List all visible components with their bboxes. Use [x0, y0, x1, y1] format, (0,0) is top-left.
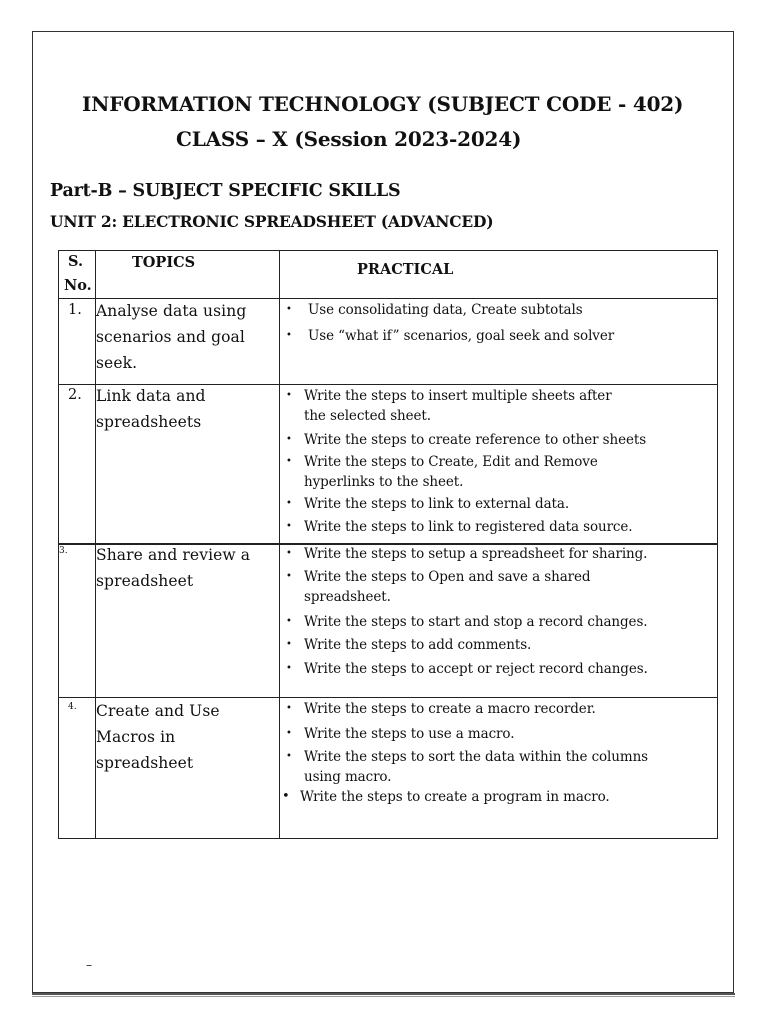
document-subtitle: CLASS – X (Session 2023-2024) [176, 127, 522, 151]
list-item: • Write the steps to create a macro recorder. [286, 701, 596, 717]
header-sno: S. [68, 253, 84, 270]
bullet-icon: • [286, 498, 292, 509]
row-topic [96, 298, 276, 376]
document-title: INFORMATION TECHNOLOGY (SUBJECT CODE - 402) [82, 92, 684, 116]
list-item: • Write the steps to link to registered data source. [286, 519, 633, 535]
practical-list [280, 386, 716, 537]
topic-line: Share and review a [96, 546, 251, 564]
list-item: • Write the steps to add comments. [286, 637, 532, 653]
row-topic [96, 542, 276, 594]
part-heading: Part-B – SUBJECT SPECIFIC SKILLS [50, 181, 401, 201]
topic-line: Analyse data using [96, 302, 247, 320]
list-item: • Write the steps to Open and save a shared spreadsheet. [286, 569, 591, 605]
bullet-icon: • [286, 571, 292, 582]
list-item: • Use consolidating data, Create subtotals [286, 302, 583, 318]
topic-line: Macros in [96, 728, 176, 746]
bullet-icon: • [286, 751, 292, 762]
row-number: 4. [68, 702, 77, 712]
table-border-right [717, 250, 718, 839]
bullet-icon: • [286, 728, 292, 739]
list-item: • Use “what if” scenarios, goal seek and solver [286, 328, 615, 344]
syllabus-table [58, 250, 718, 839]
topic-line: spreadsheets [96, 413, 202, 431]
topic-line: scenarios and goal [96, 328, 245, 346]
topic-line: Create and Use [96, 702, 220, 720]
list-item: • Write the steps to sort the data within the columns using macro. [286, 749, 648, 785]
table-border-bottom [58, 838, 718, 839]
bullet-icon: • [286, 456, 292, 467]
list-item: • Write the steps to start and stop a record changes. [286, 614, 648, 630]
topic-line: seek. [96, 354, 138, 372]
header-practical: PRACTICAL [357, 261, 454, 278]
topic-line: spreadsheet [96, 572, 194, 590]
row-number: 2. [68, 387, 82, 403]
bullet-icon: • [286, 639, 292, 650]
list-item: • Write the steps to insert multiple sheets after the selected sheet. [286, 388, 612, 424]
footer-mark: – [86, 958, 92, 972]
bullet-icon: • [286, 434, 292, 445]
row-topic [96, 383, 276, 435]
practical-list [280, 699, 716, 807]
bullet-icon: • [286, 521, 292, 532]
list-item: • Write the steps to create a program in macro. [282, 789, 610, 805]
bullet-icon: • [286, 330, 292, 341]
bullet-icon: • [286, 616, 292, 627]
list-item: • Write the steps to use a macro. [286, 726, 515, 742]
list-item: • Write the steps to Create, Edit and Remove hyperlinks to the sheet. [286, 454, 598, 490]
list-item: • Write the steps to accept or reject record changes. [286, 661, 648, 677]
list-item: • Write the steps to link to external data. [286, 496, 570, 512]
table-border-top [58, 250, 718, 251]
bottom-rule [32, 993, 735, 995]
list-item: • Write the steps to setup a spreadsheet for sharing. [286, 546, 648, 562]
topic-line: Link data and [96, 387, 206, 405]
row-number: 1. [68, 302, 82, 318]
bullet-icon: • [286, 390, 292, 401]
bullet-icon: • [286, 548, 292, 559]
row-number: 3. [59, 546, 68, 556]
header-sno-line2: No. [64, 277, 92, 294]
bottom-rule-secondary [32, 996, 735, 997]
bullet-icon: • [286, 703, 292, 714]
bullet-icon: • [282, 789, 290, 804]
row-topic [96, 698, 276, 776]
list-item: • Write the steps to create reference to other sheets [286, 432, 647, 448]
practical-list [280, 544, 716, 679]
header-topics: TOPICS [132, 254, 196, 271]
table-border-left [58, 250, 59, 839]
bullet-icon: • [286, 304, 292, 315]
topic-line: spreadsheet [96, 754, 194, 772]
unit-heading: UNIT 2: ELECTRONIC SPREADSHEET (ADVANCED) [50, 212, 494, 231]
practical-list [280, 300, 716, 346]
bullet-icon: • [286, 663, 292, 674]
